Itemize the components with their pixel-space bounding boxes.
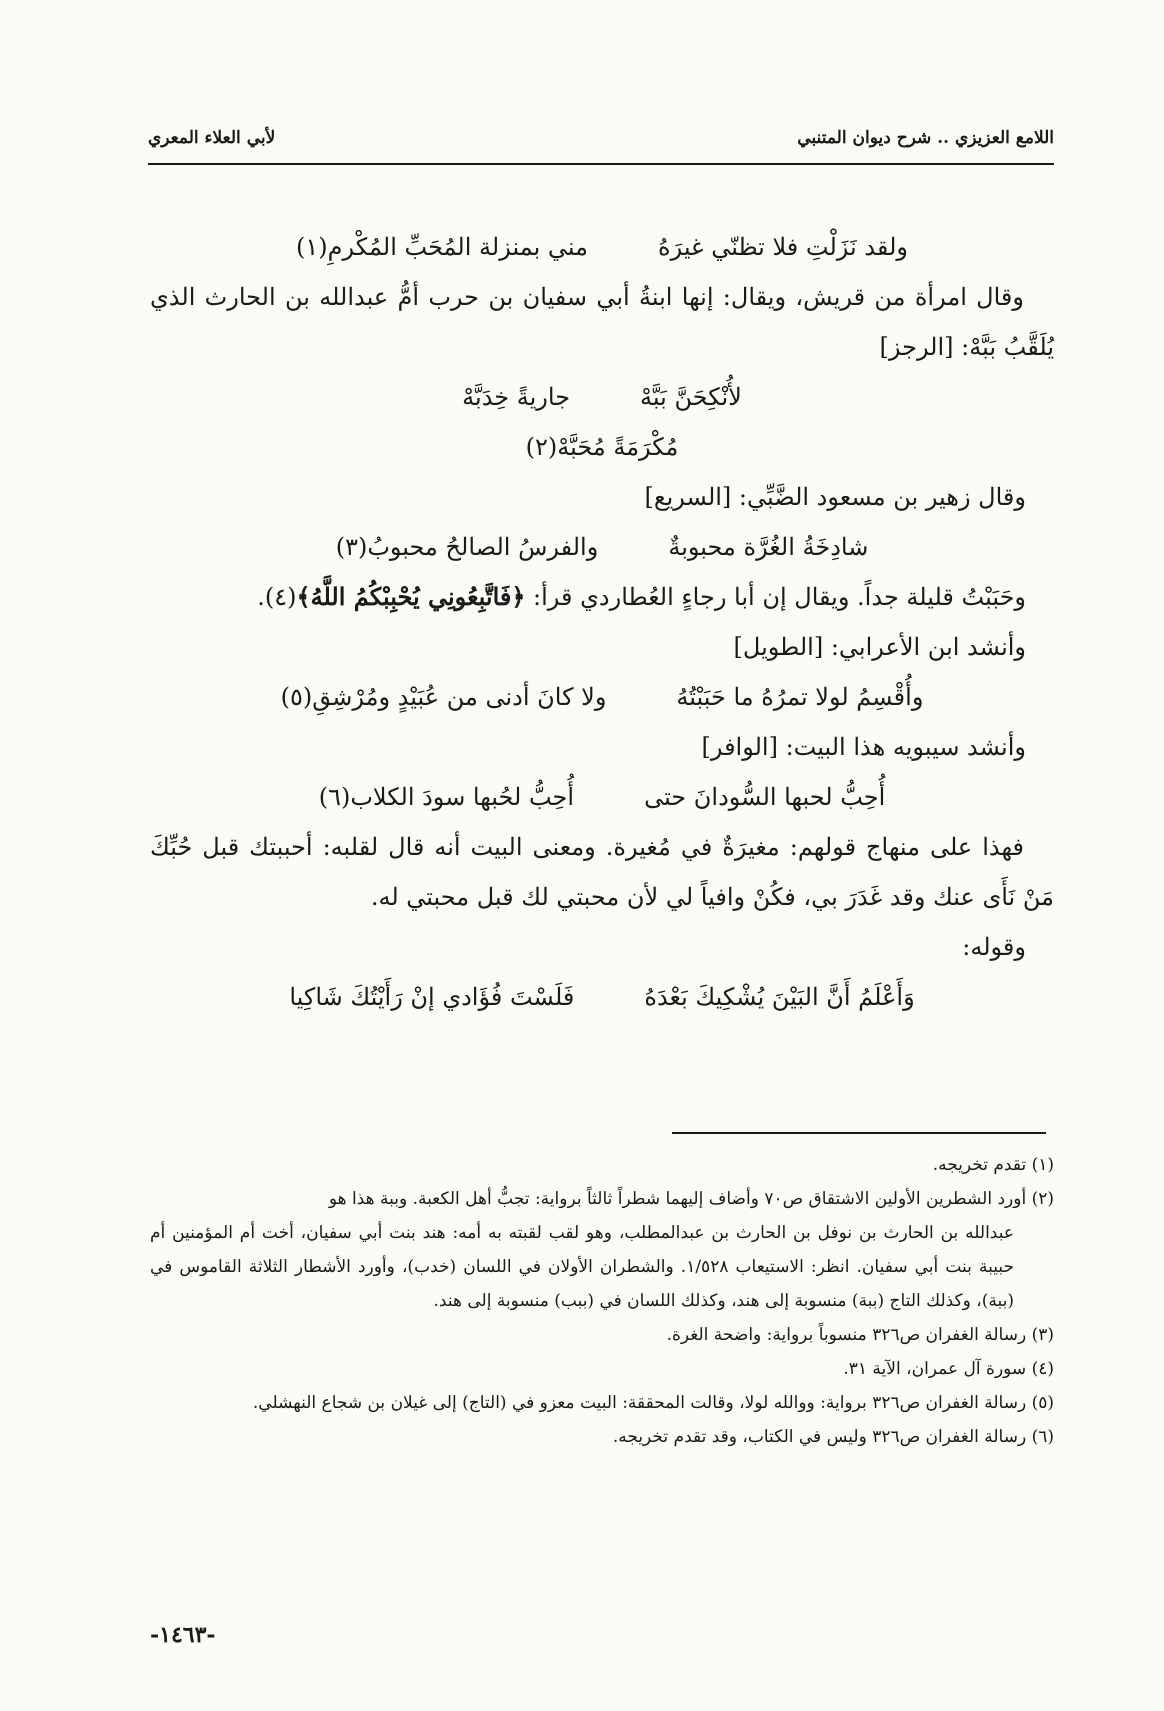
paragraph-1 [150, 272, 1054, 372]
paragraph-6: فهذا على منهاج قولهم: مغيرَةٌ في مُغيرة. ومعنى البيت أنه قال لقلبه: أحببتك قبل حُبِّكَ مَنْ نَأَى عنك وقد غَدَرَ بي، فكُنْ وافياً لي لأن محبتي لك قبل محبتي له. [150, 833, 1054, 911]
header-author: لأبي العلاء المعري [148, 128, 276, 148]
verse-6-second-hemistich: أُحِبُّ لحُبها سودَ الكلاب(٦) [318, 783, 575, 811]
verse-5-second-hemistich: ولا كانَ أدنى من عُبَيْدٍ ومُرْشِقِ(٥) [280, 683, 607, 711]
verse-2-first-hemistich: لأُنْكِحَنَّ بَبَّهْ [640, 383, 742, 411]
verse-5 [150, 672, 1054, 722]
paragraph-4: وأنشد ابن الأعرابي: [الطويل] [733, 633, 1026, 661]
footnote-4: (٤) سورة آل عمران، الآية ٣١. [843, 1359, 1054, 1379]
paragraph-5: وأنشد سيبويه هذا البيت: [الوافر] [701, 733, 1026, 761]
footnote-1: (١) تقدم تخريجه. [932, 1155, 1054, 1175]
page-number: -١٤٦٣- [150, 1622, 216, 1648]
verse-7-first-hemistich: وَأَعْلَمُ أَنَّ البَيْنَ يُشْكِيكَ بَعْدَهُ [644, 983, 915, 1011]
verse-3-line: مُكْرَمَةً مُحَبَّهْ(٢) [525, 433, 679, 461]
paragraph-1-line-2: يُلَقَّبُ بَبَّهْ: [الرجز] [879, 333, 1054, 361]
verse-6 [150, 772, 1054, 822]
verse-7-second-hemistich: فَلَسْتَ فُؤَادي إنْ رَأَيْتُكَ شَاكِيا [289, 983, 575, 1011]
verse-4-second-hemistich: والفرسُ الصالحُ محبوبُ(٣) [335, 533, 599, 561]
paragraph-7: وقوله: [962, 933, 1026, 961]
verse-3 [150, 422, 1054, 472]
paragraph-3 [150, 572, 1054, 622]
verse-6-first-hemistich: أُحِبُّ لحبها السُّودانَ حتى [644, 783, 886, 811]
footnote-5: (٥) رسالة الغفران ص٣٢٦ برواية: ووالله لولا، وقالت المحققة: البيت معزو في (التاج) إلى غيلان بن شجاع النهشلي. [252, 1393, 1054, 1413]
paragraph-3-text: وحَبَبْتُ قليلة جداً. ويقال إن أبا رجاءٍ العُطاردي قرأ: [525, 583, 1026, 611]
footnote-2-continuation: عبدالله بن الحارث بن نوفل بن الحارث بن عبدالمطلب، وهو لقب لقبته به أمه: هند بنت أبي سفيان، أخت أم المؤمنين أم حبيبة بنت أبي سفيان. انظر: الاستيعاب ١/٥٢٨. والشطران الأولان في اللسان (خدب)، وأورد الأشطار الثلاثة القاموس في (ببة)، وكذلك التاج (ببة) منسوبة إلى هند، وكذلك اللسان في (ببب) منسوبة إلى هند. [150, 1223, 1014, 1311]
footnote-3: (٣) رسالة الغفران ص٣٢٦ منسوباً برواية: واضحة الغرة. [666, 1325, 1054, 1345]
footnote-6: (٦) رسالة الغفران ص٣٢٦ وليس في الكتاب، وقد تقدم تخريجه. [612, 1427, 1054, 1447]
running-header [148, 128, 1054, 148]
verse-4-first-hemistich: شادِخَةُ الغُرَّة محبوبةٌ [668, 533, 869, 561]
quran-quote: ﴿فَاتَّبِعُونِي يُحْبِبْكُمُ اللَّهُ﴾ [296, 582, 526, 611]
verse-2-second-hemistich: جاريةً خِدَبَّهْ [462, 383, 571, 411]
verse-7 [150, 972, 1054, 1022]
main-text [150, 222, 1054, 1022]
footnote-2-first-line: (٢) أورد الشطرين الأولين الاشتقاق ص٧٠ وأضاف إليهما شطراً ثالثاً برواية: تجبُّ أهل الكعبة. وببة هذا هو [328, 1189, 1054, 1209]
verse-1 [150, 222, 1054, 272]
footnotes [150, 1148, 1054, 1454]
header-book-title: اللامع العزيزي .. شرح ديوان المتنبي [797, 128, 1054, 148]
footnote-divider [672, 1132, 1046, 1134]
verse-1-second-hemistich: مني بمنزلة المُحَبِّ المُكْرمِ(١) [296, 233, 588, 261]
verse-5-first-hemistich: وأُقْسِمُ لولا تمرُهُ ما حَبَبْتُهُ [676, 683, 924, 711]
verse-2 [150, 372, 1054, 422]
verse-1-first-hemistich: ولقد نَزَلْتِ فلا تظنّي غيرَهُ [658, 233, 908, 261]
verse-4 [150, 522, 1054, 572]
header-divider [148, 163, 1054, 165]
paragraph-1-line-1: وقال امرأة من قريش، ويقال: إنها ابنةُ أبي سفيان بن حرب أمُّ عبدالله بن الحارث الذي [150, 283, 1024, 311]
paragraph-2: وقال زهير بن مسعود الضَّبِّي: [السريع] [644, 483, 1026, 511]
footnote-ref-4: (٤). [257, 583, 297, 611]
